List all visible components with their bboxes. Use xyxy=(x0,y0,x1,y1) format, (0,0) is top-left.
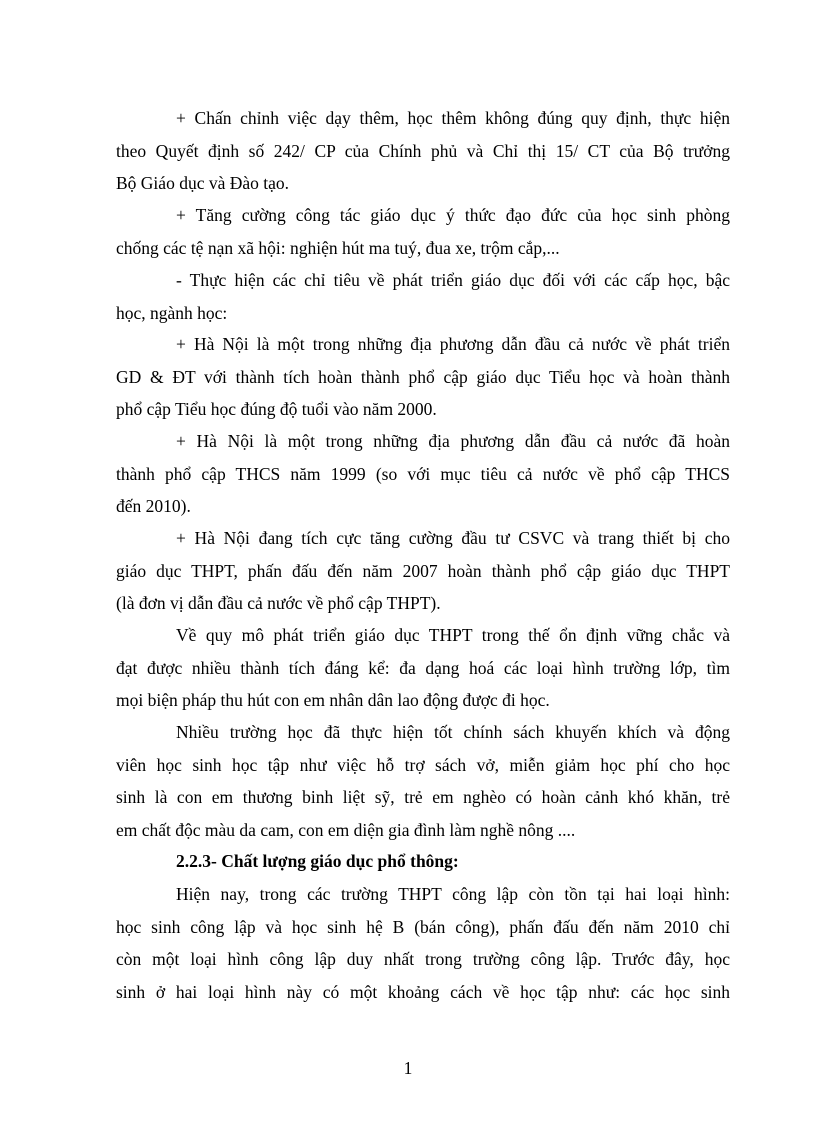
paragraph-line: học, ngành học: xyxy=(116,302,228,323)
paragraph-line: còn một loại hình công lập duy nhất trong trường công lập. Trước đây, học xyxy=(116,949,730,969)
paragraph-line: - Thực hiện các chỉ tiêu về phát triển giáo dục đối với các cấp học, bậc xyxy=(176,270,730,290)
paragraph-line: sinh ở hai loại hình này có một khoảng cách về học tập như: các học sinh xyxy=(116,981,730,1002)
paragraph-4 xyxy=(116,328,730,426)
paragraph-line: Hiện nay, trong các trường THPT công lập còn tồn tại hai loại hình: xyxy=(176,884,730,904)
paragraph-1 xyxy=(116,102,730,200)
paragraph-line: viên học sinh học tập như việc hỗ trợ sách vở, miễn giảm học phí cho học xyxy=(116,754,730,775)
paragraph-line: phổ cập Tiểu học đúng độ tuổi vào năm 2000. xyxy=(116,399,437,419)
paragraph-line: em chất độc màu da cam, con em diện gia đình làm nghề nông .... xyxy=(116,819,576,840)
paragraph-line: đến 2010). xyxy=(116,496,191,516)
paragraph-line: + Hà Nội là một trong những địa phương dẫn đầu cả nước về phát triển xyxy=(176,334,730,354)
paragraph-6 xyxy=(116,522,730,620)
paragraph-line: + Chấn chỉnh việc dạy thêm, học thêm không đúng quy định, thực hiện xyxy=(176,108,730,128)
paragraph-line: (là đơn vị dẫn đầu cả nước về phổ cập THPT). xyxy=(116,593,441,613)
paragraph-line: Bộ Giáo dục và Đào tạo. xyxy=(116,173,290,193)
paragraph-line: mọi biện pháp thu hút con em nhân dân lao động được đi học. xyxy=(116,690,550,710)
paragraph-2 xyxy=(116,199,730,264)
paragraph-line: + Hà Nội là một trong những địa phương dẫn đầu cả nước đã hoàn xyxy=(176,431,730,451)
paragraph-line: học sinh công lập và học sinh hệ B (bán công), phấn đấu đến năm 2010 chỉ xyxy=(116,916,730,937)
paragraph-5 xyxy=(116,425,730,523)
section-heading: 2.2.3- Chất lượng giáo dục phổ thông: xyxy=(176,851,459,871)
paragraph-line: + Tăng cường công tác giáo dục ý thức đạo đức của học sinh phòng xyxy=(176,205,730,225)
paragraph-line: + Hà Nội đang tích cực tăng cường đầu tư CSVC và trang thiết bị cho xyxy=(176,528,730,548)
paragraph-line: giáo dục THPT, phấn đấu đến năm 2007 hoàn thành phổ cập giáo dục THPT xyxy=(116,560,730,581)
paragraph-line: chống các tệ nạn xã hội: nghiện hút ma tuý, đua xe, trộm cắp,... xyxy=(116,237,560,258)
paragraph-line: Về quy mô phát triển giáo dục THPT trong thế ổn định vững chắc và xyxy=(176,625,730,645)
paragraph-line: thành phổ cập THCS năm 1999 (so với mục tiêu cả nước về phổ cập THCS xyxy=(116,463,730,484)
paragraph-9 xyxy=(116,878,730,1008)
page-number: 1 xyxy=(403,1058,413,1078)
paragraph-line: theo Quyết định số 242/ CP của Chính phủ và Chỉ thị 15/ CT của Bộ trưởng xyxy=(116,140,730,161)
paragraph-7 xyxy=(116,619,730,717)
paragraph-line: sinh là con em thương binh liệt sỹ, trẻ em nghèo có hoàn cảnh khó khăn, trẻ xyxy=(116,787,730,807)
paragraph-3 xyxy=(116,264,730,329)
paragraph-line: GD & ĐT với thành tích hoàn thành phổ cập giáo dục Tiểu học và hoàn thành xyxy=(116,366,730,387)
paragraph-line: Nhiều trường học đã thực hiện tốt chính sách khuyến khích và động xyxy=(176,722,730,742)
paragraph-8 xyxy=(116,716,730,846)
paragraph-line: đạt được nhiều thành tích đáng kể: đa dạng hoá các loại hình trường lớp, tìm xyxy=(116,657,730,678)
